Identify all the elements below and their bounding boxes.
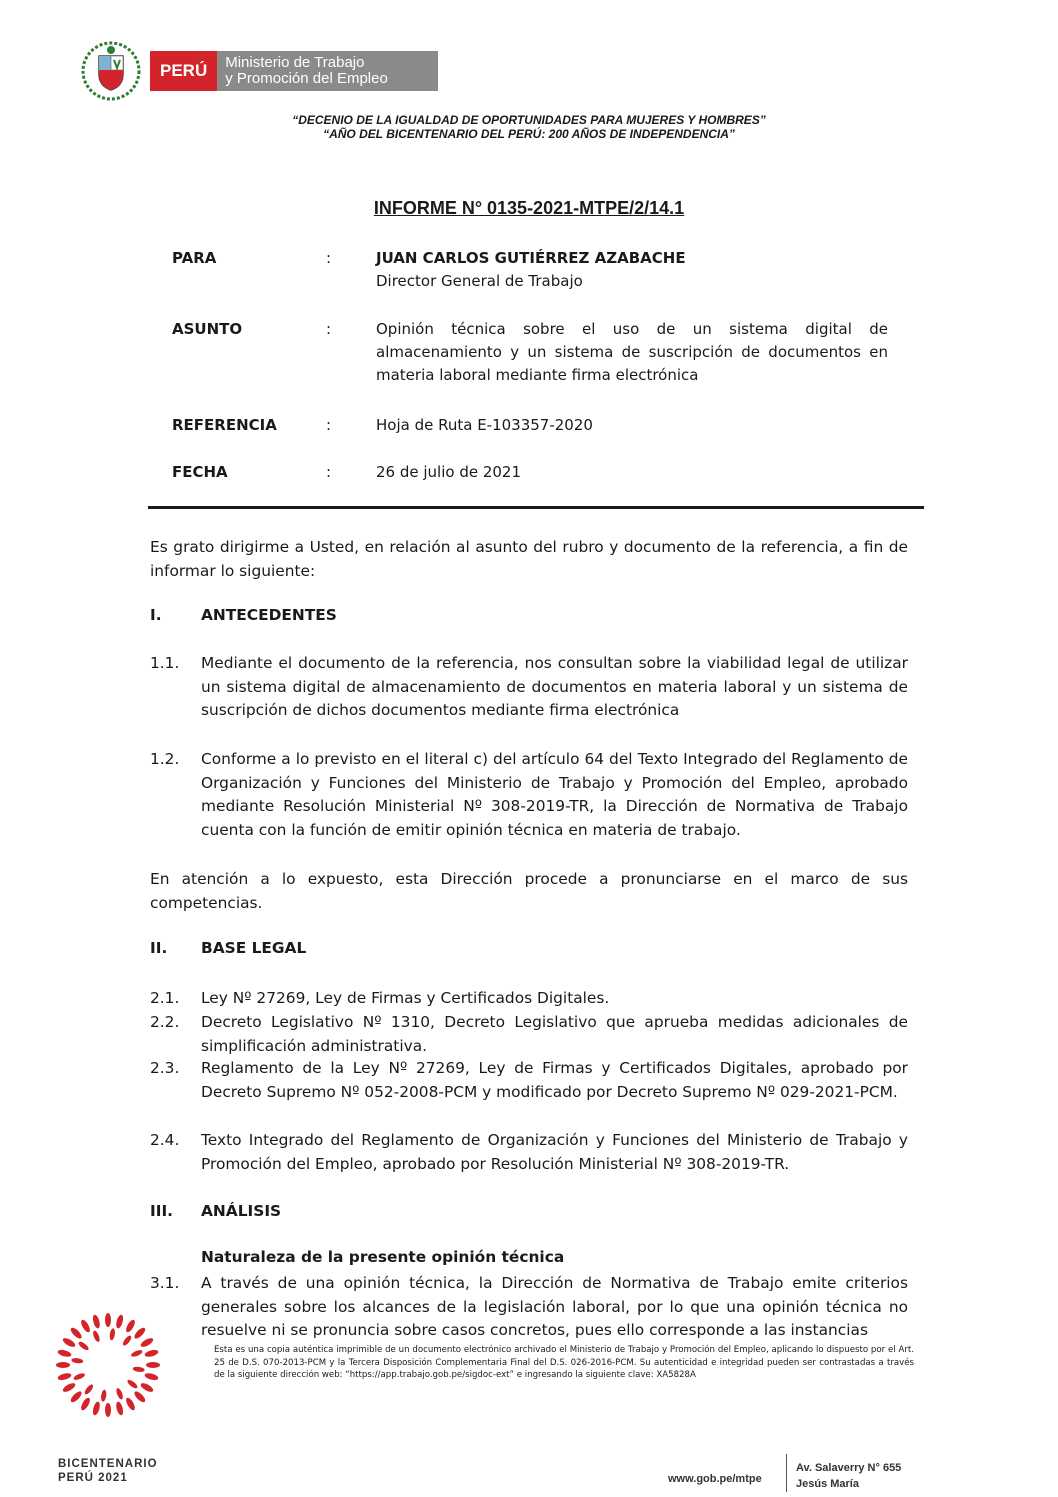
item-text: Mediante el documento de la referencia, nos consultan sobre la viabilidad legal de utilizar un sistema digital de almacenamiento de documentos en materia laboral y un sistema de suscripción de dichos documentos mediante firma electrónica: [201, 654, 908, 719]
field-value-para-title: Director General de Trabajo: [376, 272, 583, 290]
footer-address: [796, 1460, 901, 1492]
field-value-para: JUAN CARLOS GUTIÉRREZ AZABACHE: [376, 249, 686, 267]
footer-website: www.gob.pe/mtpe: [668, 1473, 762, 1485]
decade-slogan: “DECENIO DE LA IGUALDAD DE OPORTUNIDADES PARA MUJERES Y HOMBRES”: [292, 113, 766, 127]
coat-of-arms-icon: [80, 40, 142, 102]
item-number: 2.4.: [150, 1131, 180, 1149]
section-number: II.: [150, 939, 168, 957]
ministry-line-1: Ministerio de Trabajo: [225, 54, 365, 71]
section-number: III.: [150, 1202, 174, 1220]
authenticity-note: Esta es una copia auténtica imprimible de un documento electrónico archivado el Ministerio de Trabajo y Promoción del Empleo, aplicando lo dispuesto por el Art. 25 de D.S. 070-2013-PCM y la Tercera Disposición Complementaria Final del D.S. 026-2016-PCM. Su autenticidad e integridad pueden ser contrastadas a través de la siguiente dirección web: “https://app.trabajo.gob.pe/sigdoc-ext” e ingresando la siguiente clave: XA5828A: [214, 1345, 914, 1380]
bicentenario-line-2: PERÚ 2021: [58, 1472, 128, 1484]
field-colon: :: [326, 463, 332, 481]
section-title-antecedentes: ANTECEDENTES: [201, 606, 337, 624]
report-title: INFORME N° 0135-2021-MTPE/2/14.1: [373, 198, 685, 218]
field-value-asunto: Opinión técnica sobre el uso de un sistema digital de almacenamiento y un sistema de suscripción de documentos en materia laboral mediante firma electrónica: [376, 320, 888, 384]
item-text: Reglamento de la Ley Nº 27269, Ley de Firmas y Certificados Digitales, aprobado por Decreto Supremo Nº 052-2008-PCM y modificado por Decreto Supremo Nº 029-2021-PCM.: [201, 1059, 908, 1101]
section-title-analisis: ANÁLISIS: [201, 1202, 282, 1220]
closing-paragraph: En atención a lo expuesto, esta Dirección procede a pronunciarse en el marco de sus competencias.: [150, 870, 908, 912]
field-value-fecha: 26 de julio de 2021: [376, 463, 522, 481]
field-label-fecha: FECHA: [172, 463, 228, 481]
item-number: 2.1.: [150, 989, 180, 1007]
field-colon: :: [326, 320, 332, 338]
item-text: Conforme a lo previsto en el literal c) del artículo 64 del Texto Integrado del Reglamento de Organización y Funciones del Ministerio de Trabajo y Promoción del Empleo, aprobado mediante Resolución Ministerial Nº 308-2019-TR, la Dirección de Normativa de Trabajo cuenta con la función de emitir opinión técnica en materia de trabajo.: [201, 750, 908, 839]
field-colon: :: [326, 416, 332, 434]
intro-paragraph: Es grato dirigirme a Usted, en relación al asunto del rubro y documento de la referencia, a fin de informar lo siguiente:: [150, 538, 908, 580]
item-number: 1.1.: [150, 654, 180, 672]
field-value-referencia: Hoja de Ruta E-103357-2020: [376, 416, 593, 434]
footer-divider: [786, 1454, 787, 1492]
item-text: Texto Integrado del Reglamento de Organización y Funciones del Ministerio de Trabajo y Promoción del Empleo, aprobado por Resolución Ministerial Nº 308-2019-TR.: [201, 1131, 908, 1173]
item-number: 2.3.: [150, 1059, 180, 1077]
country-label: PERÚ: [150, 51, 217, 91]
address-line-2: Jesús María: [796, 1478, 859, 1490]
header-divider: [148, 506, 924, 509]
item-text: Decreto Legislativo Nº 1310, Decreto Legislativo que aprueba medidas adicionales de simplificación administrativa.: [201, 1013, 908, 1055]
year-slogan: “AÑO DEL BICENTENARIO DEL PERÚ: 200 AÑOS DE INDEPENDENCIA”: [323, 127, 735, 141]
field-colon: :: [326, 249, 332, 267]
field-label-para: PARA: [172, 249, 217, 267]
field-label-asunto: ASUNTO: [172, 320, 243, 338]
bicentenario-label: [58, 1457, 158, 1485]
item-number: 3.1.: [150, 1274, 180, 1292]
bicentenario-logo-icon: [55, 1312, 161, 1418]
subheading: Naturaleza de la presente opinión técnica: [201, 1248, 565, 1266]
item-number: 1.2.: [150, 750, 180, 768]
bicentenario-line-1: BICENTENARIO: [58, 1458, 158, 1470]
item-number: 2.2.: [150, 1013, 180, 1031]
section-title-base-legal: BASE LEGAL: [201, 939, 307, 957]
ministry-logo: [80, 40, 438, 102]
address-line-1: Av. Salaverry N° 655: [796, 1462, 902, 1474]
field-label-referencia: REFERENCIA: [172, 416, 277, 434]
ministry-line-2: y Promoción del Empleo: [225, 70, 388, 87]
item-text: A través de una opinión técnica, la Dirección de Normativa de Trabajo emite criterios generales sobre los alcances de la legislación laboral, por lo que una opinión técnica no resuelve ni se pronuncia sobre casos concretos, pues ello corresponde a las instancias: [201, 1274, 908, 1339]
ministry-name: [217, 51, 438, 91]
item-text: Ley Nº 27269, Ley de Firmas y Certificados Digitales.: [201, 989, 610, 1007]
section-number: I.: [150, 606, 162, 624]
